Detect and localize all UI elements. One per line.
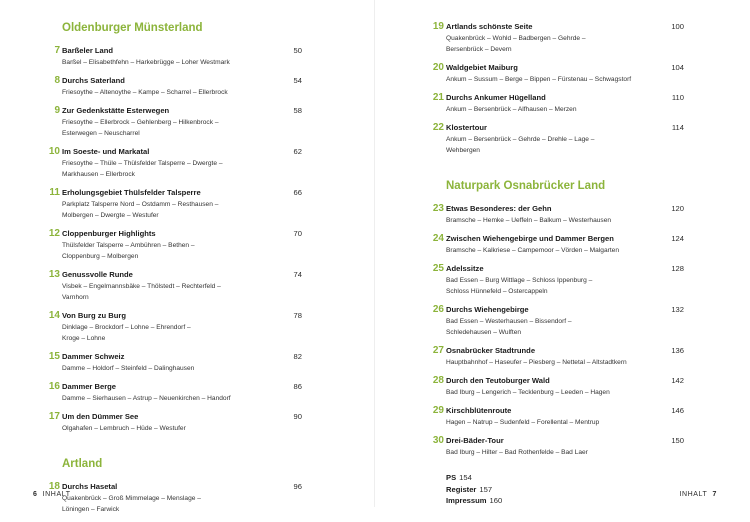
tour-route: Bad Iburg – Lengerich – Tecklenburg – Leeden – Hagen	[446, 389, 610, 396]
tour-title: Drei-Bäder-Tour	[446, 436, 504, 445]
section-heading: Oldenburger Münsterland	[62, 22, 203, 34]
toc-entry[interactable]	[432, 345, 684, 368]
tour-route: Damme – Holdorf – Steinfeld – Dalinghausen	[62, 365, 195, 372]
section-spacer	[446, 193, 684, 203]
page-number: 110	[671, 93, 684, 102]
tour-route: Ankum – Sussum – Berge – Bippen – Fürstenau – Schwagstorf	[446, 76, 632, 83]
section-spacer	[62, 441, 302, 457]
tour-route: Olgahafen – Lembruch – Hüde – Westufer	[62, 425, 186, 432]
section-heading: Naturpark Osnabrücker Land	[446, 180, 606, 192]
toc-entry[interactable]	[48, 411, 302, 434]
tour-route: Friesoythe – Altenoythe – Kampe – Scharrel – Ellerbrock	[62, 89, 228, 96]
toc-entry[interactable]	[54, 45, 302, 68]
toc-entry[interactable]	[432, 233, 684, 256]
index-page: 157	[479, 484, 493, 494]
page-number: 96	[293, 482, 302, 491]
toc-entry[interactable]	[432, 203, 684, 226]
tour-number: 10	[48, 146, 60, 157]
tour-route: Esterwegen – Neuscharrel	[62, 130, 140, 137]
toc-entry[interactable]	[432, 122, 684, 156]
tour-title: Durchs Hasetal	[62, 482, 118, 491]
tour-route: Hagen – Natrup – Sudenfeld – Forellental – Mentrup	[446, 419, 600, 426]
tour-title: Kirschblütenroute	[446, 406, 512, 415]
tour-number: 17	[48, 411, 60, 422]
tour-route: Bersenbrück – Devern	[446, 46, 512, 53]
index-label: Impressum	[446, 496, 487, 505]
toc-entry[interactable]	[432, 405, 684, 428]
tour-number: 24	[432, 233, 444, 244]
page-number: 78	[293, 311, 302, 320]
toc-column-right	[432, 21, 684, 507]
section-spacer	[62, 471, 302, 481]
tour-number: 8	[54, 75, 60, 86]
tour-title: Erholungsgebiet Thülsfelder Talsperre	[62, 188, 201, 197]
tour-route: Quakenbrück – Wohld – Badbergen – Gehrde –	[446, 35, 586, 42]
index-row[interactable]	[446, 495, 684, 507]
tour-number: 7	[54, 45, 60, 56]
tour-number: 29	[432, 405, 444, 416]
page-number: 90	[293, 412, 302, 421]
toc-entry[interactable]	[48, 269, 302, 303]
page-number: 142	[671, 376, 684, 385]
toc-entry[interactable]	[432, 304, 684, 338]
page-number: 50	[293, 46, 302, 55]
page-number: 136	[671, 346, 684, 355]
tour-title: Waldgebiet Maiburg	[446, 63, 518, 72]
page-number: 54	[293, 76, 302, 85]
tour-number: 23	[432, 203, 444, 214]
tour-number: 30	[432, 435, 444, 446]
tour-title: Etwas Besonderes: der Gehn	[446, 204, 552, 213]
tour-route: Löningen – Farwick	[62, 506, 120, 513]
section-spacer	[446, 163, 684, 179]
tour-route: Hauptbahnhof – Haseufer – Piesberg – Nettetal – Altstadtkern	[446, 359, 627, 366]
tour-title: Osnabrücker Stadtrunde	[446, 346, 536, 355]
page-number: 100	[671, 22, 684, 31]
tour-title: Klostertour	[446, 123, 487, 132]
toc-entry[interactable]	[48, 310, 302, 344]
page-number: 150	[671, 436, 684, 445]
tour-route: Bad Iburg – Hilter – Bad Rothenfelde – Bad Laer	[446, 449, 588, 456]
tour-title: Um den Dümmer See	[62, 412, 139, 421]
toc-entry[interactable]	[432, 92, 684, 115]
tour-title: Cloppenburger Highlights	[62, 229, 156, 238]
tour-route: Parkplatz Talsperre Nord – Ostdamm – Resthausen –	[62, 201, 219, 208]
tour-number: 14	[48, 310, 60, 321]
tour-route: Varnhorn	[62, 294, 89, 301]
tour-number: 13	[48, 269, 60, 280]
tour-number: 12	[48, 228, 60, 239]
tour-number: 27	[432, 345, 444, 356]
tour-route: Barßel – Elisabethfehn – Harkebrügge – Loher Westmark	[62, 59, 230, 66]
page-number: 82	[293, 352, 302, 361]
left-page	[0, 0, 375, 513]
tour-number: 20	[432, 62, 444, 73]
page-number: 124	[671, 234, 684, 243]
footer-page-number: 6	[33, 491, 38, 498]
tour-route: Molbergen – Dwergte – Westufer	[62, 212, 159, 219]
index-row[interactable]	[446, 472, 684, 484]
page-number: 70	[293, 229, 302, 238]
toc-entry[interactable]	[49, 187, 302, 221]
tour-route: Bad Essen – Westerhausen – Bissendorf –	[446, 318, 572, 325]
tour-number: 25	[432, 263, 444, 274]
tour-route: Kroge – Lohne	[62, 335, 106, 342]
tour-title: Im Soeste- und Markatal	[62, 147, 150, 156]
tour-number: 28	[432, 375, 444, 386]
index-page: 160	[489, 496, 503, 505]
tour-title: Dammer Berge	[62, 382, 117, 391]
page-number: 86	[293, 382, 302, 391]
tour-title: Artlands schönste Seite	[446, 22, 533, 31]
tour-route: Damme – Sierhausen – Astrup – Neuenkirchen – Handorf	[62, 395, 231, 402]
tour-title: Dammer Schweiz	[62, 352, 125, 361]
page-number: 66	[293, 188, 302, 197]
page-number: 128	[671, 264, 684, 273]
tour-route: Ankum – Bersenbrück – Alfhausen – Merzen	[446, 106, 577, 113]
tour-number: 26	[432, 304, 444, 315]
tour-route: Bramsche – Kalkriese – Campemoor – Vörden – Malgarten	[446, 247, 619, 254]
index-label: PS	[446, 473, 457, 482]
toc-entry[interactable]	[432, 375, 684, 398]
tour-route: Visbek – Engelmannsbäke – Thölstedt – Rechterfeld –	[62, 283, 221, 290]
tour-route: Friesoythe – Ellerbrock – Gehlenberg – Hilkenbrock –	[62, 119, 219, 126]
tour-route: Schloss Hünnefeld – Ostercappeln	[446, 288, 548, 295]
page-number: 120	[671, 204, 684, 213]
tour-title: Von Burg zu Burg	[62, 311, 126, 320]
page-number: 104	[671, 63, 684, 72]
tour-title: Durch den Teutoburger Wald	[446, 376, 550, 385]
tour-title: Barßeler Land	[62, 46, 114, 55]
footer-right	[679, 491, 717, 498]
tour-title: Durchs Wiehengebirge	[446, 305, 529, 314]
tour-route: Schledehausen – Wulften	[446, 329, 522, 336]
tour-number: 21	[432, 92, 444, 103]
toc-entry[interactable]	[54, 75, 302, 98]
tour-route: Markhausen – Ellerbrock	[62, 171, 135, 178]
toc-entry[interactable]	[432, 21, 684, 55]
tour-route: Ankum – Bersenbrück – Gehrde – Drehle – Lage –	[446, 136, 595, 143]
page-number: 114	[671, 123, 684, 132]
toc-entry[interactable]	[432, 62, 684, 85]
tour-number: 19	[432, 21, 444, 32]
index-row[interactable]	[446, 484, 684, 496]
index-page: 154	[459, 473, 472, 482]
tour-route: Friesoythe – Thüle – Thülsfelder Talsperre – Dwergte –	[62, 160, 223, 167]
page-number: 146	[671, 406, 684, 415]
tour-title: Adelssitze	[446, 264, 484, 273]
tour-number: 11	[49, 187, 60, 198]
tour-title: Durchs Saterland	[62, 76, 125, 85]
tour-title: Zur Gedenkstätte Esterwegen	[62, 106, 170, 115]
back-matter-index	[446, 472, 684, 507]
page-number: 74	[293, 270, 302, 279]
tour-number: 22	[432, 122, 444, 133]
tour-title: Zwischen Wiehengebirge und Dammer Bergen	[446, 234, 614, 243]
section-spacer	[62, 35, 302, 45]
tour-route: Quakenbrück – Groß Mimmelage – Menslage –	[62, 495, 201, 502]
page-number: 58	[293, 106, 302, 115]
toc-entry[interactable]	[432, 435, 684, 458]
toc-entry[interactable]	[432, 263, 684, 297]
page-number: 132	[671, 305, 684, 314]
tour-route: Bad Essen – Burg Wittlage – Schloss Ippenburg –	[446, 277, 593, 284]
tour-number: 18	[48, 481, 60, 492]
toc-entry[interactable]	[48, 351, 302, 374]
footer-label: INHALT	[679, 491, 708, 498]
tour-title: Durchs Ankumer Hügelland	[446, 93, 546, 102]
tour-route: Cloppenburg – Molbergen	[62, 253, 139, 260]
toc-entry[interactable]	[48, 381, 302, 404]
tour-title: Genussvolle Runde	[62, 270, 133, 279]
tour-route: Thülsfelder Talsperre – Ambühren – Bethen –	[62, 242, 195, 249]
toc-entry[interactable]	[54, 105, 302, 139]
section-heading: Artland	[62, 458, 103, 470]
footer-left	[33, 491, 71, 498]
tour-number: 15	[48, 351, 60, 362]
toc-entry[interactable]	[48, 146, 302, 180]
footer-label: INHALT	[42, 491, 71, 498]
tour-number: 16	[48, 381, 60, 392]
toc-entry[interactable]	[48, 228, 302, 262]
tour-number: 9	[54, 105, 60, 116]
right-page	[375, 0, 750, 507]
page-number: 62	[293, 147, 302, 156]
tour-route: Wehbergen	[446, 147, 480, 154]
index-label: Register	[446, 484, 477, 494]
tour-route: Dinklage – Brockdorf – Lohne – Ehrendorf –	[62, 324, 191, 331]
footer-page-number: 7	[712, 491, 717, 498]
tour-route: Bramsche – Hemke – Ueffeln – Balkum – Westerhausen	[446, 217, 612, 224]
